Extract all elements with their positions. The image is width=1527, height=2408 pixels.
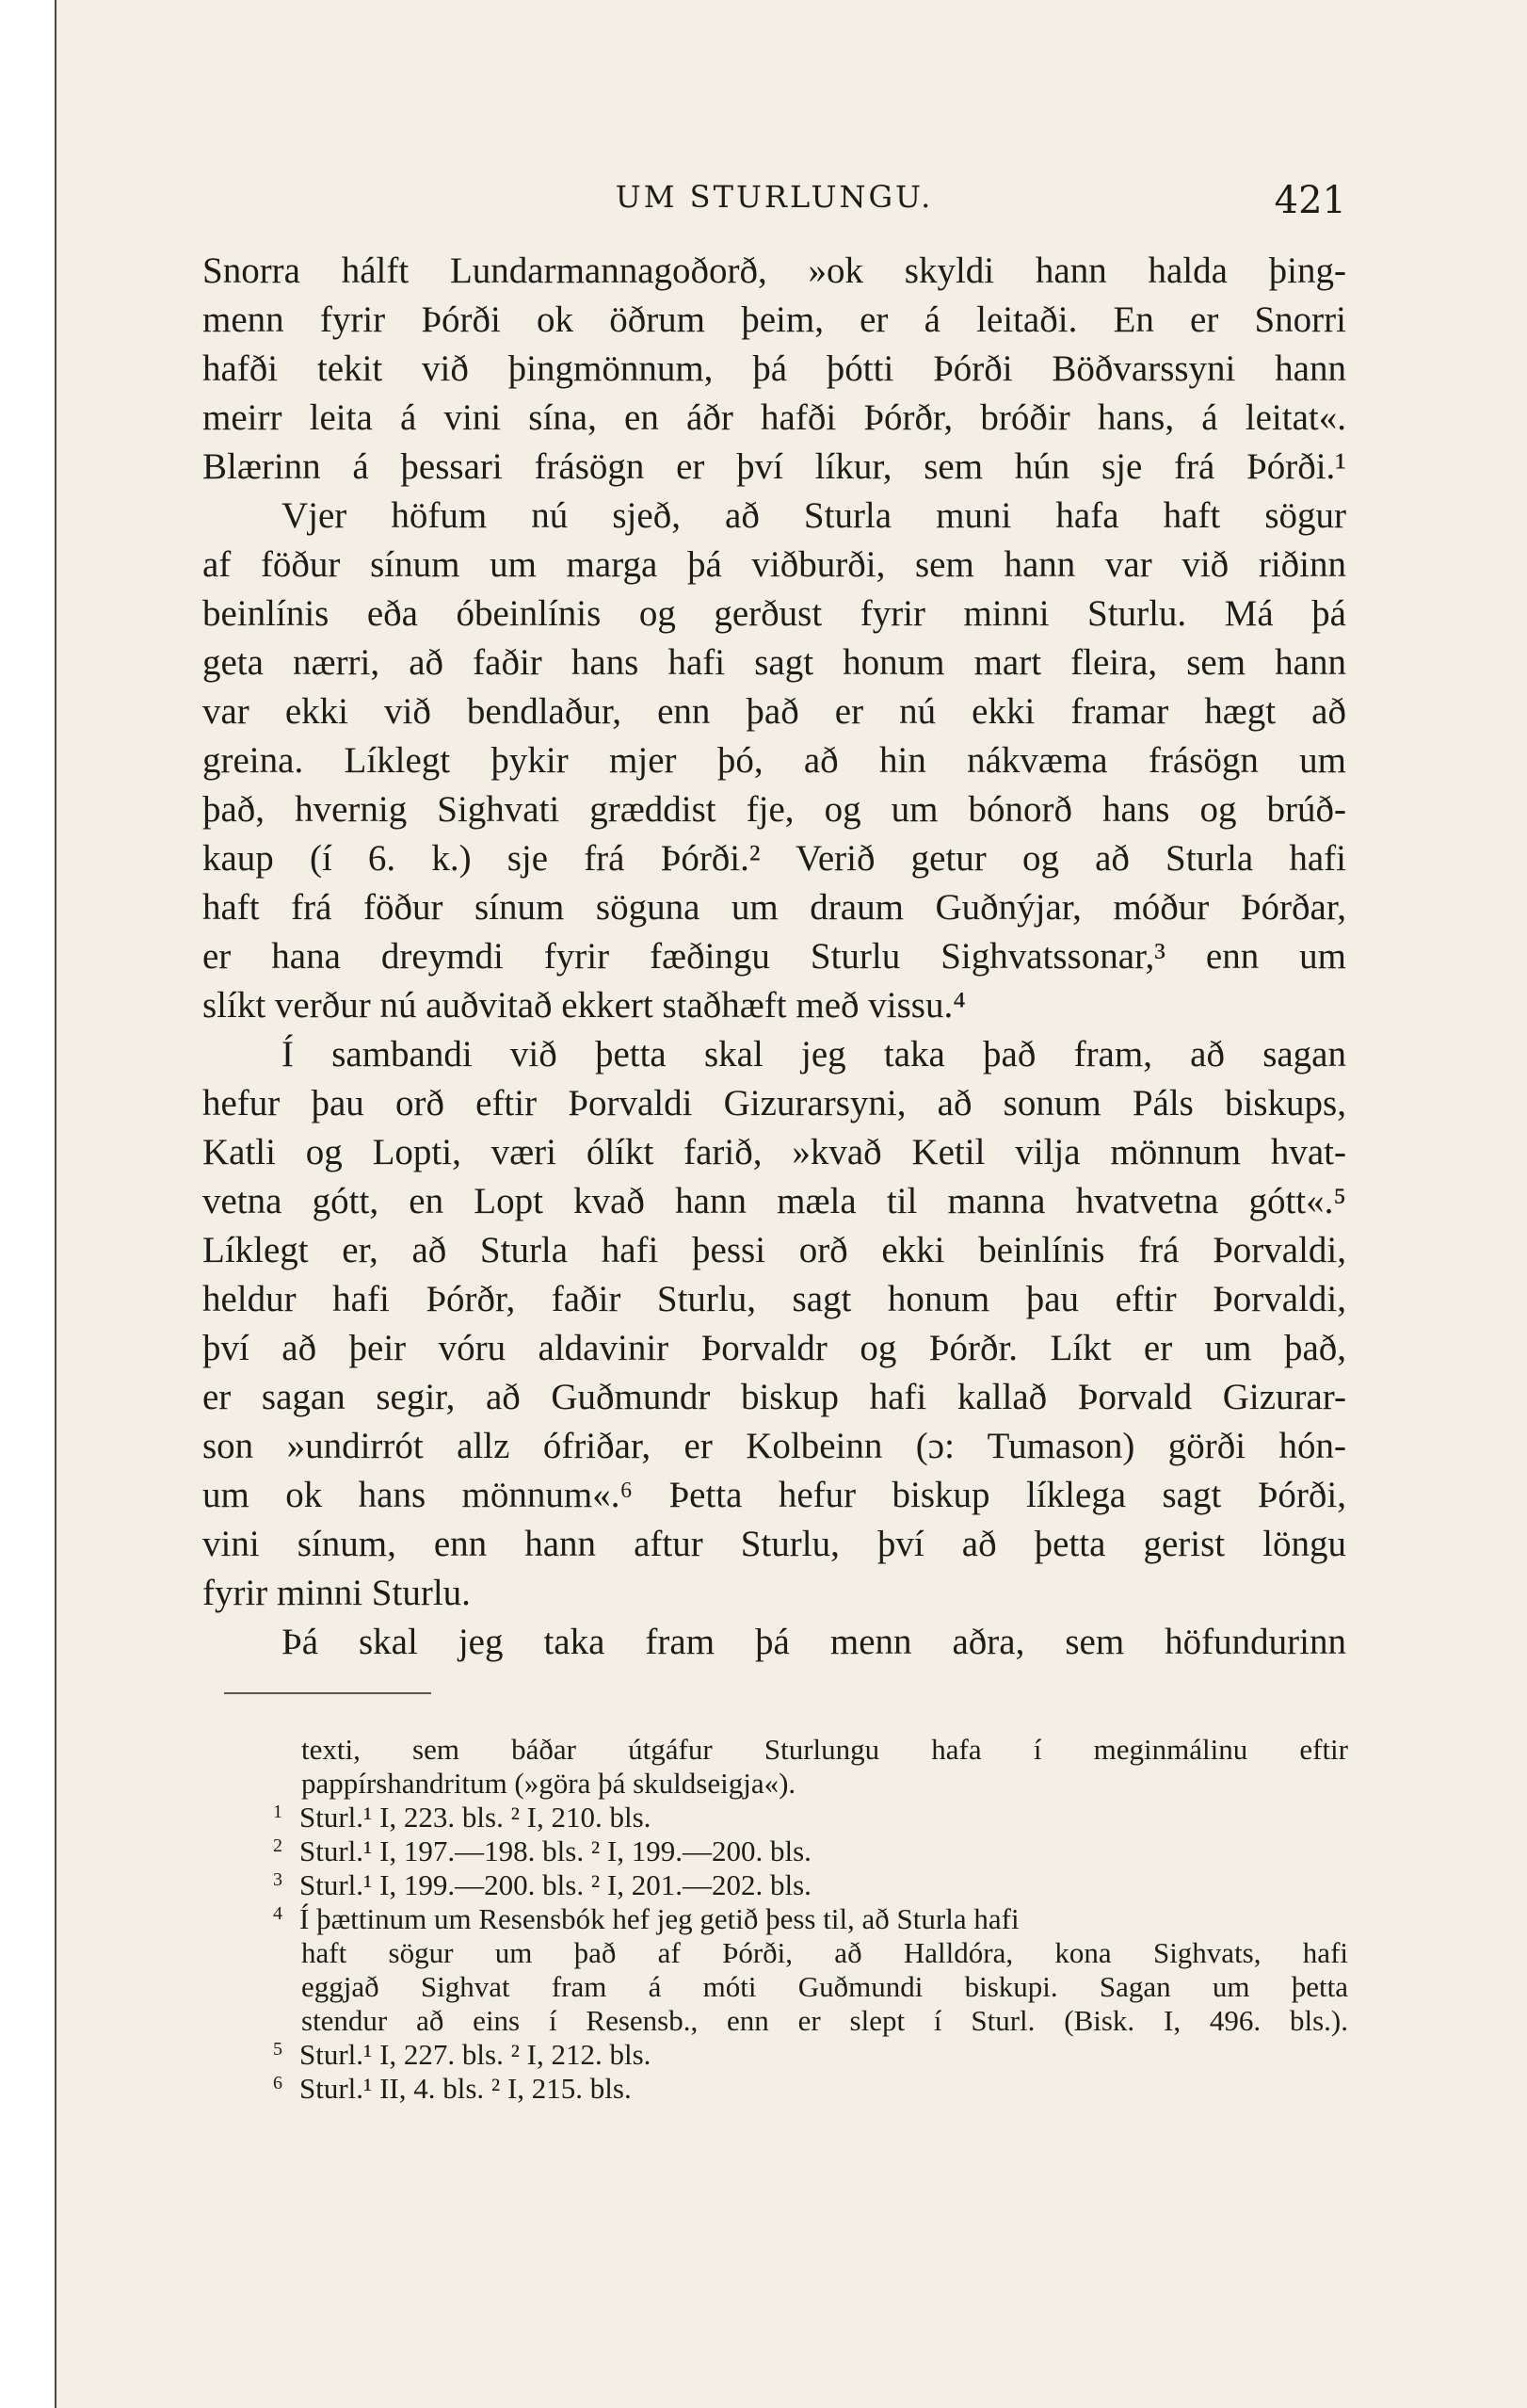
- footnote-text: Sturl.¹ I, 197.—198. bls. ² I, 199.—200. bls.: [299, 1834, 812, 1867]
- text-line: er hana dreymdi fyrir fæðingu Sturlu Sighvatssonar,³ enn um: [202, 936, 1346, 977]
- text-line: um ok hans mönnum«.⁶ Þetta hefur biskup líklega sagt Þórði,: [202, 1475, 1346, 1515]
- footnote-continuation-line: stendur að eins í Resensb., enn er slept í Sturl. (Bisk. I, 496. bls.).: [301, 2004, 1348, 2037]
- footnote-marker: 4: [273, 1903, 282, 1924]
- body-text: [202, 247, 1346, 1667]
- footnote-1: [256, 1801, 1348, 1834]
- text-line: slíkt verður nú auðvitað ekkert staðhæft með vissu.⁴: [202, 985, 966, 1026]
- text-line: hafði tekit við þingmönnum, þá þótti Þórði Böðvarssyni hann: [202, 348, 1346, 389]
- footnote-continuation-line: pappírshandritum (»göra þá skuldseigja«).: [301, 1767, 796, 1800]
- footnote-2: [256, 1834, 1348, 1868]
- footnote-3: [256, 1868, 1348, 1902]
- text-line: Snorra hálft Lundarmannagoðorð, »ok skyldi hann halda þing-: [202, 250, 1346, 291]
- text-line: haft frá föður sínum söguna um draum Guðnýjar, móður Þórðar,: [202, 887, 1346, 928]
- text-line: beinlínis eða óbeinlínis og gerðust fyrir minni Sturlu. Má þá: [202, 593, 1346, 634]
- text-line: kaup (í 6. k.) sje frá Þórði.² Verið getur og að Sturla hafi: [202, 838, 1346, 879]
- paragraph-start-line: Þá skal jeg taka fram þá menn aðra, sem höfundurinn: [281, 1622, 1346, 1662]
- text-line: það, hvernig Sighvati græddist fje, og um bónorð hans og brúð-: [202, 789, 1346, 830]
- footnote-continuation-line: texti, sem báðar útgáfur Sturlungu hafa í meginmálinu eftir: [301, 1733, 1348, 1766]
- text-line: af föður sínum um marga þá viðburði, sem hann var við riðinn: [202, 544, 1346, 585]
- text-line: er sagan segir, að Guðmundr biskup hafi kallað Þorvald Gizurar-: [202, 1377, 1346, 1417]
- footnote-text: Sturl.¹ II, 4. bls. ² I, 215. bls.: [299, 2072, 632, 2105]
- text-line: geta nærri, að faðir hans hafi sagt honum mart fleira, sem hann: [202, 642, 1346, 683]
- footnote-text: Sturl.¹ I, 199.—200. bls. ² I, 201.—202. bls.: [299, 1868, 812, 1901]
- text-line: vini sínum, enn hann aftur Sturlu, því að þetta gerist löngu: [202, 1524, 1346, 1564]
- footnote-6: [256, 2072, 1348, 2106]
- text-line: Líklegt er, að Sturla hafi þessi orð ekki beinlínis frá Þorvaldi,: [202, 1230, 1346, 1270]
- text-line: Blærinn á þessari frásögn er því líkur, sem hún sje frá Þórði.¹: [202, 446, 1346, 487]
- text-line: meirr leita á vini sína, en áðr hafði Þórðr, bróðir hans, á leitat«.: [202, 397, 1346, 438]
- footnote-text: Sturl.¹ I, 227. bls. ² I, 212. bls.: [299, 2038, 651, 2071]
- footnote-continuation-line: haft sögur um það af Þórði, að Halldóra, kona Sighvats, hafi: [301, 1936, 1348, 1969]
- text-line: son »undirrót allz ófriðar, er Kolbeinn (ɔ: Tumason) görði hón-: [202, 1426, 1346, 1466]
- page-binding-line: [55, 0, 56, 2408]
- running-head: UM STURLUNGU.: [615, 179, 934, 215]
- page-header: [202, 179, 1346, 226]
- text-line: greina. Líklegt þykir mjer þó, að hin nákvæma frásögn um: [202, 740, 1346, 781]
- footnote-text: Í þættinum um Resensbók hef jeg getið þess til, að Sturla hafi: [299, 1902, 1020, 1935]
- text-line: vetna gótt, en Lopt kvað hann mæla til manna hvatvetna gótt«.⁵: [202, 1181, 1346, 1221]
- footnote-text: Sturl.¹ I, 223. bls. ² I, 210. bls.: [299, 1801, 651, 1834]
- footnote-continuation-line: eggjað Sighvat fram á móti Guðmundi biskupi. Sagan um þetta: [301, 1970, 1348, 2003]
- footnote-marker: 2: [273, 1835, 282, 1856]
- footnote-separator: [224, 1692, 431, 1694]
- paragraph-start-line: Vjer höfum nú sjeð, að Sturla muni hafa haft sögur: [281, 495, 1346, 536]
- text-line: því að þeir vóru aldavinir Þorvaldr og Þórðr. Líkt er um það,: [202, 1328, 1346, 1368]
- text-line: heldur hafi Þórðr, faðir Sturlu, sagt honum þau eftir Þorvaldi,: [202, 1279, 1346, 1319]
- page-binding-edge: [0, 0, 56, 2408]
- footnote-4: [256, 1902, 1348, 1936]
- text-line: hefur þau orð eftir Þorvaldi Gizurarsyni, að sonum Páls biskups,: [202, 1083, 1346, 1123]
- text-line: fyrir minni Sturlu.: [202, 1573, 471, 1613]
- page-number: 421: [1274, 179, 1346, 222]
- footnote-5: [256, 2038, 1348, 2072]
- footnote-marker: 5: [273, 2039, 282, 2060]
- footnote-marker: 6: [273, 2073, 282, 2093]
- footnotes: [256, 1733, 1348, 2106]
- footnote-marker: 3: [273, 1869, 282, 1890]
- text-line: var ekki við bendlaður, enn það er nú ekki framar hægt að: [202, 691, 1346, 732]
- text-line: menn fyrir Þórði ok öðrum þeim, er á leitaði. En er Snorri: [202, 299, 1346, 340]
- text-line: Katli og Lopti, væri ólíkt farið, »kvað Ketil vilja mönnum hvat-: [202, 1132, 1346, 1172]
- footnote-marker: 1: [273, 1802, 282, 1822]
- paragraph-start-line: Í sambandi við þetta skal jeg taka það fram, að sagan: [281, 1034, 1346, 1075]
